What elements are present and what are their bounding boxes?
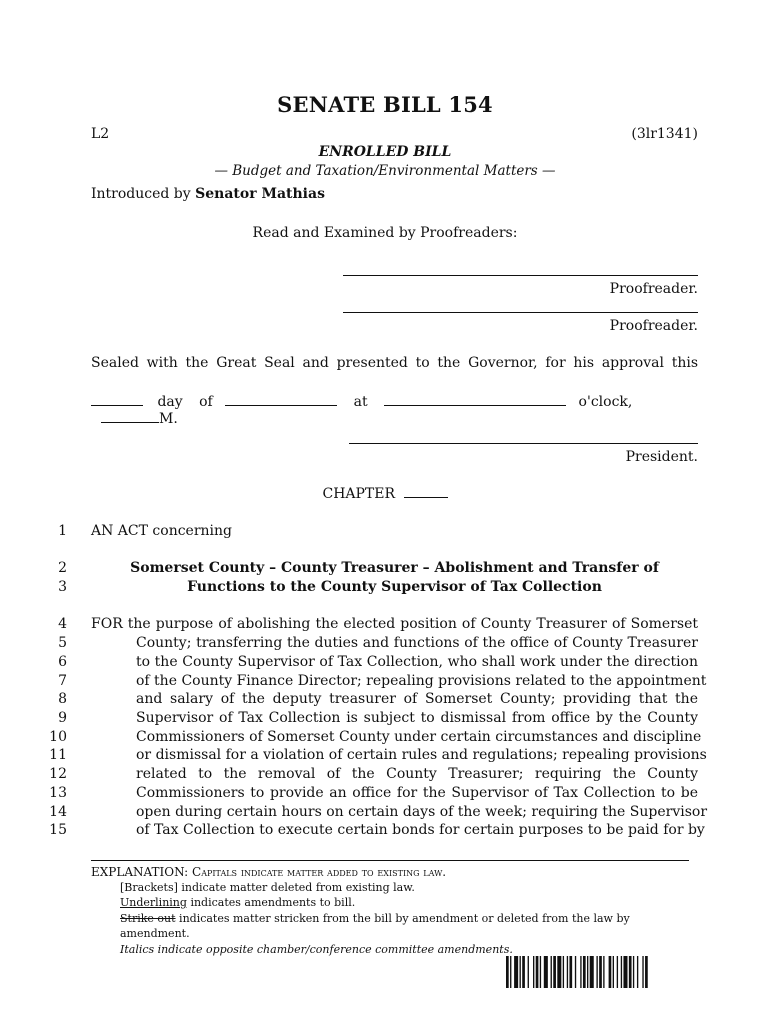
purpose-line: Commissioners of Somerset County under certain circumstances and discipline	[136, 729, 702, 745]
barcode-bar	[553, 956, 556, 988]
barcode-bar	[536, 956, 539, 988]
strike-text: indicates matter stricken from the bill by amendment or deleted from the law by	[179, 912, 630, 925]
barcode-bar	[522, 956, 525, 988]
purpose-line: related to the removal of the County Treasurer; requiring the County	[136, 766, 698, 782]
line-number: 12	[49, 766, 67, 782]
proofreader-label-1: Proofreader.	[609, 281, 698, 297]
purpose-line: or dismissal for a violation of certain rules and regulations; repealing provisions	[136, 747, 707, 763]
act-title-line-2: Functions to the County Supervisor of Tax Collection	[187, 579, 602, 595]
line-number: 10	[49, 729, 67, 745]
explanation-heading	[91, 865, 446, 879]
month-blank	[225, 393, 337, 406]
act-concerning: AN ACT concerning	[91, 523, 232, 539]
line-number: 7	[58, 673, 67, 689]
introduced-prefix: Introduced by	[91, 186, 191, 202]
purpose-line: Supervisor of Tax Collection is subject to dismissal from office by the County	[136, 710, 698, 726]
barcode-bar	[514, 956, 518, 988]
strike-mark: Strike out	[120, 912, 176, 925]
barcode-bar	[533, 956, 534, 988]
line-number: 14	[49, 804, 67, 820]
barcode-bar	[580, 956, 581, 988]
line-number: 2	[58, 560, 67, 576]
subject-code: L2	[91, 126, 110, 142]
at-word: at	[353, 394, 368, 410]
barcode-bar	[583, 956, 586, 988]
barcode-bar	[633, 956, 634, 988]
barcode-bar	[596, 956, 597, 988]
line-number: 5	[58, 635, 67, 651]
explanation-underlining	[120, 896, 355, 909]
explanation-prefix: EXPLANATION:	[91, 865, 189, 879]
sponsor-name: Senator Mathias	[195, 186, 325, 202]
line-number: 1	[58, 523, 67, 539]
barcode-bar	[540, 956, 541, 988]
underlining-text: indicates amendments to bill.	[190, 896, 356, 909]
m-word: M.	[159, 411, 178, 427]
barcode-bar	[613, 956, 614, 988]
barcode-bar	[569, 956, 572, 988]
barcode-bar	[621, 956, 622, 988]
barcode-bar	[617, 956, 618, 988]
barcode-bar	[623, 956, 627, 988]
barcode-bar	[587, 956, 588, 988]
explanation-rule	[91, 860, 689, 861]
barcode-bar	[563, 956, 564, 988]
barcode-bar	[575, 956, 576, 988]
line-number: 3	[58, 579, 67, 595]
explanation-capitals: Capitals indicate matter added to existing law.	[192, 865, 447, 879]
bill-title: SENATE BILL 154	[277, 92, 493, 117]
proofreader-signature-line-2	[343, 312, 698, 313]
of-word: of	[199, 394, 213, 410]
purpose-line: Commissioners to provide an office for the Supervisor of Tax Collection to be	[136, 785, 698, 801]
purpose-line: of the County Finance Director; repealing provisions related to the appointment	[136, 673, 707, 689]
explanation-strike	[120, 912, 630, 925]
day-word: day	[157, 394, 183, 410]
meridiem-blank	[101, 410, 159, 423]
barcode-bar	[506, 956, 509, 988]
line-number: 13	[49, 785, 67, 801]
read-examined: Read and Examined by Proofreaders:	[252, 225, 518, 241]
brackets-mark: [Brackets]	[120, 881, 178, 894]
committees: — Budget and Taxation/Environmental Matters —	[214, 163, 556, 179]
purpose-line: of Tax Collection to execute certain bonds for certain purposes to be paid for by	[136, 822, 705, 838]
barcode-bar	[603, 956, 604, 988]
day-blank	[91, 393, 143, 406]
chapter-line	[0, 485, 770, 502]
proofreader-label-2: Proofreader.	[609, 318, 698, 334]
barcode-bar	[599, 956, 602, 988]
purpose-line: to the County Supervisor of Tax Collection, who shall work under the direction	[136, 654, 698, 670]
purpose-line: open during certain hours on certain days of the week; requiring the Supervisor	[136, 804, 708, 820]
barcode-bar	[645, 956, 648, 988]
barcode-bar	[557, 956, 561, 988]
line-number: 4	[58, 616, 67, 632]
barcode-bar	[510, 956, 511, 988]
brackets-text: indicate matter deleted from existing law.	[181, 881, 415, 894]
barcode-bar	[642, 956, 643, 988]
date-time-row	[91, 393, 698, 427]
enrolled-label: ENROLLED BILL	[318, 144, 452, 160]
line-number: 9	[58, 710, 67, 726]
introduced-by	[91, 186, 325, 202]
explanation-italics: Italics indicate opposite chamber/conference committee amendments.	[120, 943, 513, 956]
act-title-line-1: Somerset County – County Treasurer – Abolishment and Transfer of	[130, 560, 659, 576]
purpose-line: County; transferring the duties and functions of the office of County Treasurer	[136, 635, 698, 651]
barcode-bar	[637, 956, 638, 988]
president-label: President.	[625, 449, 698, 465]
purpose-line: and salary of the deputy treasurer of Somerset County; providing that the	[136, 691, 698, 707]
purpose-line: FOR the purpose of abolishing the elected position of County Treasurer of Somerset	[91, 616, 698, 632]
barcode-bar	[551, 956, 552, 988]
line-number: 11	[49, 747, 67, 763]
explanation-brackets	[120, 881, 415, 894]
barcode-bar	[629, 956, 632, 988]
explanation-strike-cont: amendment.	[120, 927, 190, 940]
barcode-bar	[609, 956, 612, 988]
barcode-bar	[544, 956, 548, 988]
chapter-label: CHAPTER	[322, 486, 396, 502]
barcode-icon	[506, 956, 690, 988]
president-signature-line	[349, 443, 698, 444]
drafting-code: (3lr1341)	[631, 126, 698, 142]
time-blank	[384, 393, 566, 406]
line-number: 6	[58, 654, 67, 670]
barcode-bar	[520, 956, 521, 988]
underlining-mark: Underlining	[120, 896, 187, 909]
oclock-word: o'clock,	[578, 394, 633, 410]
line-number: 15	[49, 822, 67, 838]
barcode-bar	[590, 956, 594, 988]
sealed-statement: Sealed with the Great Seal and presented to the Governor, for his approval this	[91, 355, 698, 371]
barcode-bar	[567, 956, 568, 988]
chapter-blank	[404, 485, 448, 498]
line-number: 8	[58, 691, 67, 707]
proofreader-signature-line-1	[343, 275, 698, 276]
barcode-bar	[528, 956, 529, 988]
